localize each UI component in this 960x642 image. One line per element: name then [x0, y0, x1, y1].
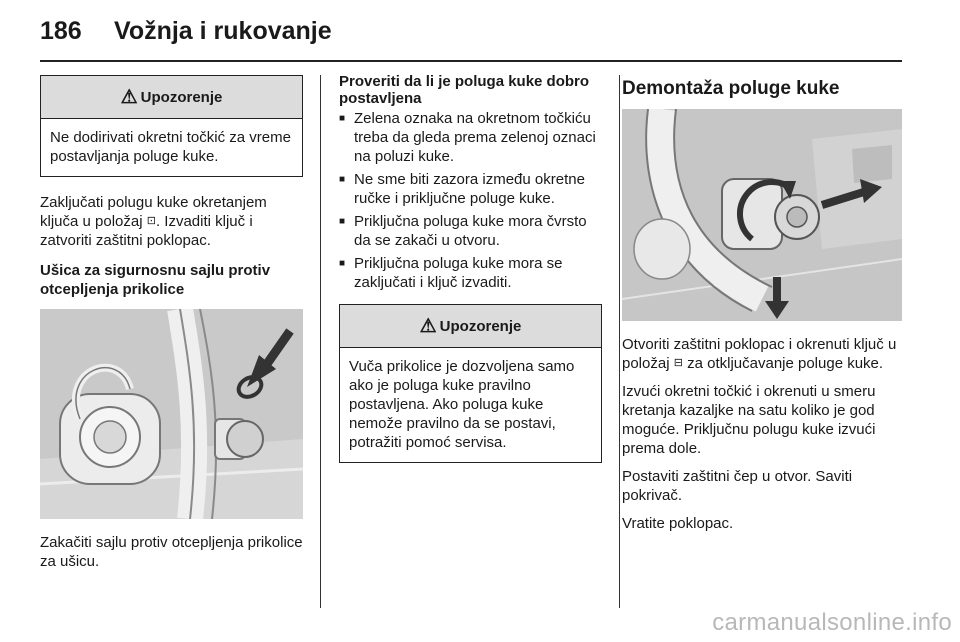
warning-triangle-icon: ⚠ [419, 315, 437, 337]
paragraph-text: . Izvaditi ključ i zatvoriti zaštitni poklopac. [40, 213, 253, 249]
column-divider [320, 75, 321, 608]
paragraph: Vratite poklopac. [622, 515, 734, 532]
paragraph: Izvući okretni točkić i okrenuti u smeru kretanja kazaljke na satu koliko je god moguće. Priključnu polugu kuke izvući prema dole. [622, 383, 876, 457]
column-right [622, 75, 902, 533]
warning-text: Ne dodirivati okretni točkić za vreme postavljanja poluge kuke. [50, 129, 291, 165]
column-left [40, 75, 303, 571]
column-divider [619, 75, 620, 608]
warning-box [339, 304, 602, 463]
lock-position-icon: ⊡ [146, 215, 156, 227]
page-title: Vožnja i rukovanje [114, 17, 332, 45]
section-title: Demontaža poluge kuke [622, 78, 840, 99]
list-item: ■ Ne sme biti zazora između okretne ručke i priključne poluge kuke. [339, 170, 602, 208]
list-item: ■ Priključna poluga kuke mora se zaključati i ključ izvaditi. [339, 254, 602, 292]
warning-title: Upozorenje [439, 317, 522, 335]
warning-header [340, 305, 601, 348]
page-number: 186 [40, 17, 82, 45]
section-heading: Proveriti da li je poluga kuke dobro postavljena [339, 73, 590, 107]
warning-triangle-icon: ⚠ [120, 86, 138, 108]
section-heading: Ušica za sigurnosnu sajlu protiv otcepljenja prikolice [40, 262, 271, 298]
warning-header [41, 76, 302, 119]
warning-title: Upozorenje [140, 88, 223, 106]
warning-text: Vuča prikolice je dozvoljena samo ako je poluga kuke pravilno postavljena. Ako poluga kuke nemože pravilno da se postavi, potražiti pomoć servisa. [349, 358, 575, 451]
paragraph-text: Otvoriti zaštitni poklopac i okrenuti ključ u položaj [622, 336, 897, 372]
column-middle [339, 75, 602, 463]
list-item: ■ Zelena oznaka na okretnom točkiću treba da gleda prema zelenoj oznaci na poluzi kuke. [339, 109, 602, 166]
paragraph [622, 335, 902, 373]
check-list [339, 109, 602, 292]
header-rule [40, 60, 902, 62]
list-item: ■ Priključna poluga kuke mora čvrsto da se zakači u otvoru. [339, 212, 602, 250]
page-header [0, 0, 960, 62]
paragraph: Postaviti zaštitni čep u otvor. Saviti pokrivač. [622, 468, 853, 504]
watermark: carmanualsonline.info [712, 609, 952, 636]
safety-cable-eyelet-illustration [40, 309, 303, 519]
tow-bar-removal-illustration [622, 109, 902, 321]
unlock-position-icon: ⊟ [673, 357, 683, 369]
paragraph [40, 193, 303, 250]
paragraph-text: za otključavanje poluge kuke. [682, 355, 884, 372]
illustration-caption: Zakačiti sajlu protiv otcepljenja prikolice za ušicu. [40, 534, 303, 570]
warning-box [40, 75, 303, 177]
paragraph-text: Zaključati polugu kuke okretanjem ključa u položaj [40, 194, 267, 230]
